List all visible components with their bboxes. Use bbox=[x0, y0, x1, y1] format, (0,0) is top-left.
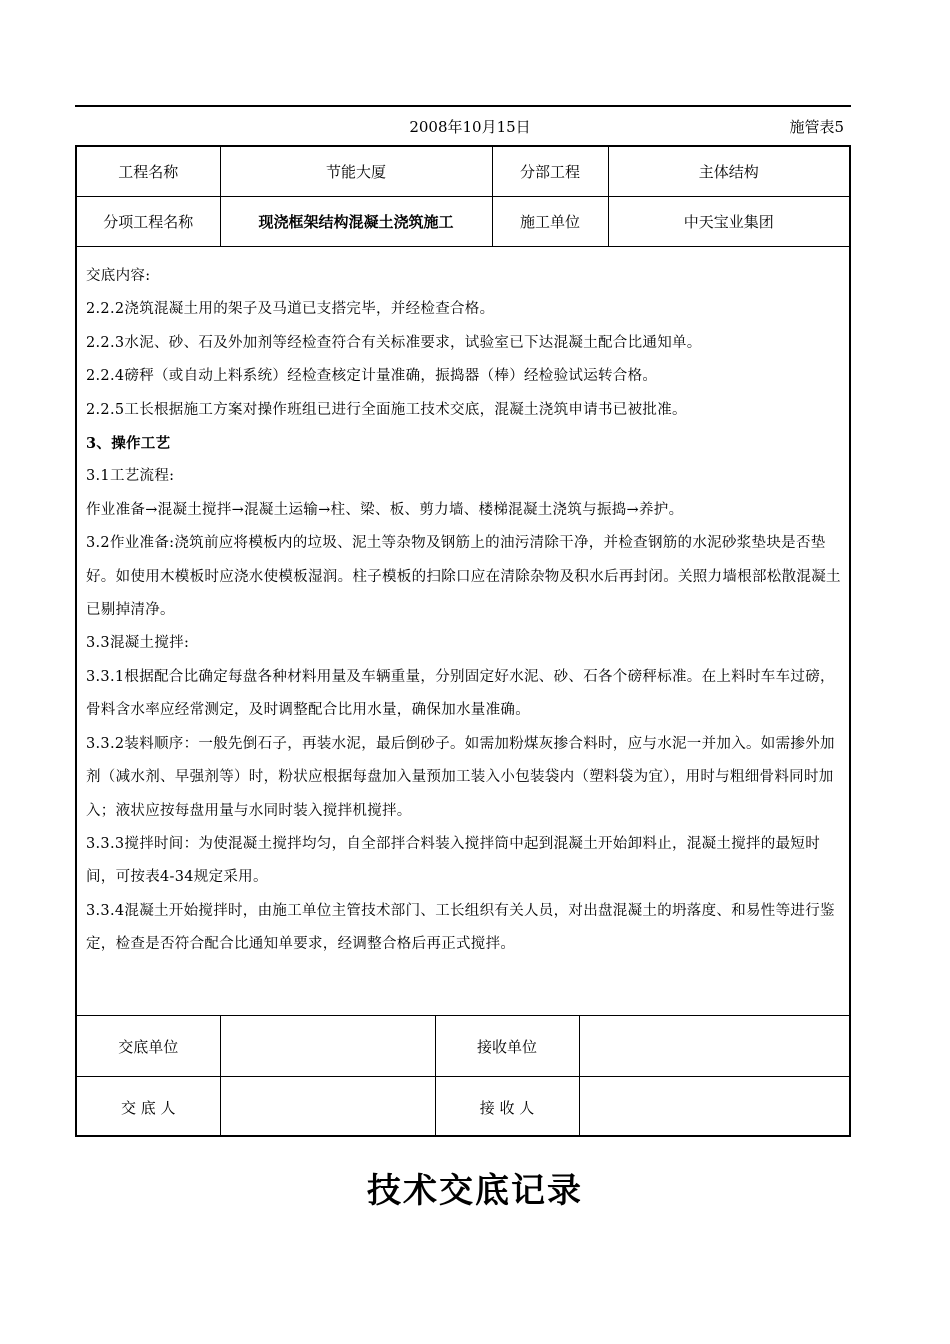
disclosure-content bbox=[86, 260, 841, 962]
record-date: 2008年10月15日 bbox=[409, 118, 531, 136]
project-name-value: 节能大厦 bbox=[220, 147, 492, 197]
contractor-value: 中天宝业集团 bbox=[608, 197, 849, 247]
receiver-label: 接 收 人 bbox=[435, 1077, 579, 1138]
document-title: 技术交底记录 bbox=[367, 1171, 583, 1211]
header-rule bbox=[75, 105, 851, 107]
division-label: 分部工程 bbox=[492, 147, 608, 197]
paragraph: 3.1工艺流程: bbox=[86, 468, 175, 485]
signature-table bbox=[77, 1015, 849, 1137]
paragraph: 3.3.1根据配合比确定每盘各种材料用量及车辆重量，分别固定好水泥、砂、石各个磅秤标准。在上料时车车过磅，骨料含水率应经常测定，及时调整配合比用水量，确保加水量准确。 bbox=[86, 668, 835, 719]
paragraph: 2.2.2浇筑混凝土用的架子及马道已支搭完毕，并经检查合格。 bbox=[86, 301, 495, 318]
section-title: 3、操作工艺 bbox=[86, 435, 171, 453]
project-name-label: 工程名称 bbox=[77, 147, 220, 197]
sign-row-person bbox=[77, 1077, 849, 1138]
info-row-project bbox=[77, 147, 849, 197]
paragraph: 3.2作业准备:浇筑前应将模板内的垃圾、泥土等杂物及钢筋上的油污清除干净，并检查钢筋的水泥砂浆垫块是否垫好。如使用木模板时应浇水使模板湿润。柱子模板的扫除口应在清除杂物及积水后再封闭。关照力墙根部松散混凝土已剔掉清净。 bbox=[86, 535, 841, 619]
record-sheet bbox=[75, 145, 851, 1137]
receiver-unit-label: 接收单位 bbox=[435, 1016, 579, 1077]
paragraph: 3.3.2装料顺序：一般先倒石子，再装水泥，最后倒砂子。如需加粉煤灰掺合料时，应与水泥一并加入。如需掺外加剂（减水剂、早强剂等）时，粉状应根据每盘加入量预加工装入小包装袋内（塑料袋为宜），用时与粗细骨料同时加入；液状应按每盘用量与水同时装入搅拌机搅拌。 bbox=[86, 735, 835, 819]
receiver-unit-field[interactable] bbox=[579, 1016, 849, 1077]
paragraph: 2.2.5工长根据施工方案对操作班组已进行全面施工技术交底，混凝土浇筑申请书已被批准。 bbox=[86, 401, 687, 418]
issuer-unit-field[interactable] bbox=[220, 1016, 435, 1077]
paragraph: 2.2.4磅秤（或自动上料系统）经检查核定计量准确，振捣器（棒）经检验试运转合格。 bbox=[86, 368, 658, 385]
paragraph: 2.2.3水泥、砂、石及外加剂等经检查符合有关标准要求，试验室已下达混凝土配合比通知单。 bbox=[86, 334, 702, 351]
process-flow: 作业准备→混凝土搅拌→混凝土运输→柱、梁、板、剪力墙、楼梯混凝土浇筑与振捣→养护。 bbox=[86, 501, 684, 518]
issuer-unit-label: 交底单位 bbox=[77, 1016, 220, 1077]
division-value: 主体结构 bbox=[608, 147, 849, 197]
paragraph: 3.3.3搅拌时间：为使混凝土搅拌均匀，自全部拌合料装入搅拌筒中起到混凝土开始卸料止，混凝土搅拌的最短时间，可按表4-34规定采用。 bbox=[86, 835, 820, 886]
sign-row-unit bbox=[77, 1016, 849, 1077]
issuer-label: 交 底 人 bbox=[77, 1077, 220, 1138]
project-info-table bbox=[77, 147, 849, 247]
paragraph: 3.3.4混凝土开始搅拌时，由施工单位主管技术部门、工长组织有关人员，对出盘混凝土的坍落度、和易性等进行鉴定，检查是否符合配合比通知单要求，经调整合格后再正式搅拌。 bbox=[86, 902, 835, 953]
paragraph: 3.3混凝土搅拌: bbox=[86, 635, 190, 652]
receiver-field[interactable] bbox=[579, 1077, 849, 1138]
subitem-value: 现浇框架结构混凝土浇筑施工 bbox=[220, 197, 492, 247]
form-number: 施管表5 bbox=[789, 118, 844, 136]
subitem-label: 分项工程名称 bbox=[77, 197, 220, 247]
contractor-label: 施工单位 bbox=[492, 197, 608, 247]
content-heading: 交底内容: bbox=[86, 268, 151, 284]
info-row-subitem bbox=[77, 197, 849, 247]
issuer-field[interactable] bbox=[220, 1077, 435, 1138]
